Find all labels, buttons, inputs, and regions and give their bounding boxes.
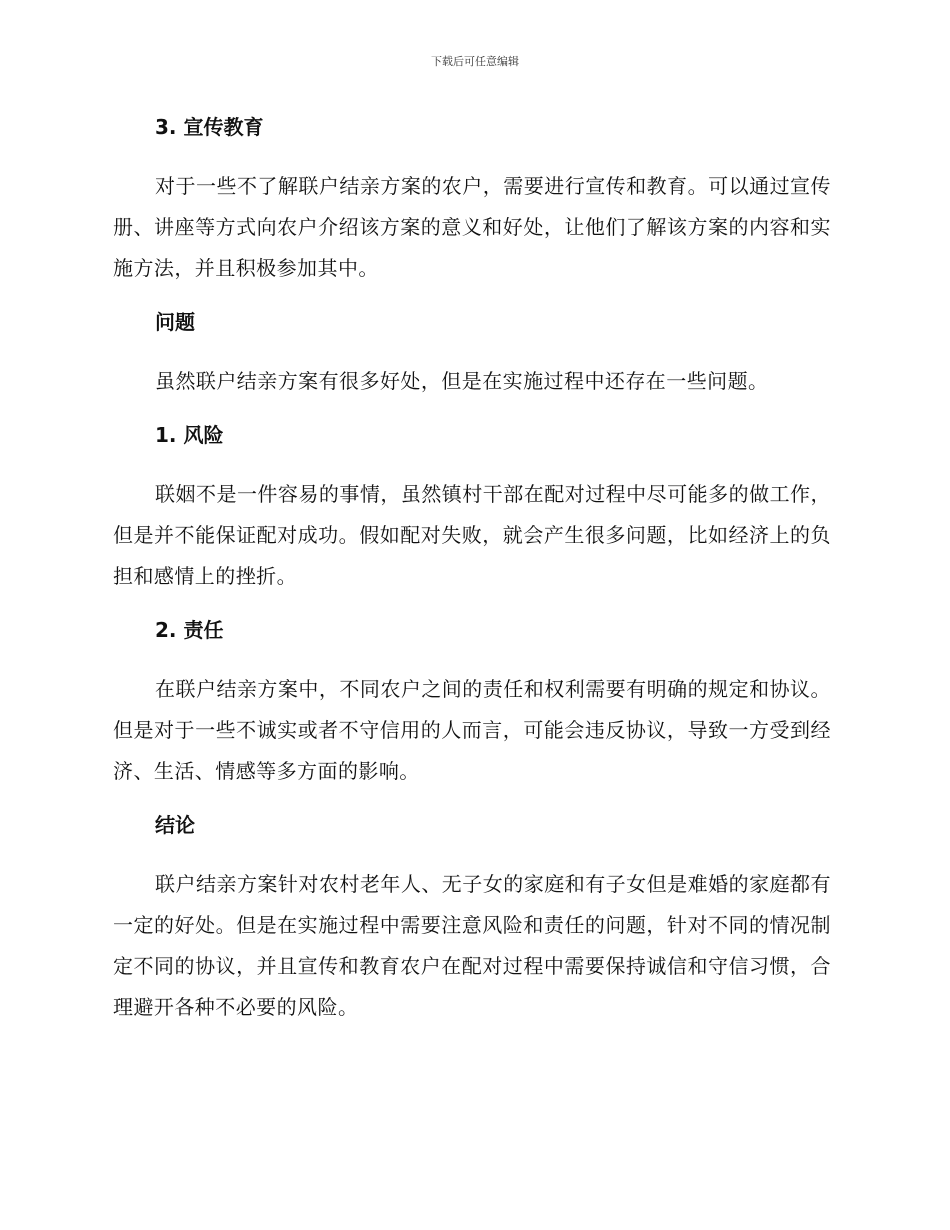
section-heading-publicity-education: 3. 宣传教育	[155, 115, 264, 139]
section-heading-conclusion: 结论	[155, 813, 195, 837]
section-paragraph: 联户结亲方案针对农村老年人、无子女的家庭和有子女但是难婚的家庭都有一定的好处。但是在实施过程中需要注意风险和责任的问题，针对不同的情况制定不同的协议，并且宣传和教育农户在配对过程中需要保持诚信和守信习惯，合理避开各种不必要的风险。	[113, 872, 831, 1019]
section-heading-responsibility: 2. 责任	[155, 618, 224, 642]
section-paragraph: 虽然联户结亲方案有很多好处，但是在实施过程中还存在一些问题。	[155, 369, 769, 393]
document-body	[113, 112, 831, 1028]
section-paragraph: 联姻不是一件容易的事情，虽然镇村干部在配对过程中尽可能多的做工作，但是并不能保证配对成功。假如配对失败，就会产生很多问题，比如经济上的负担和感情上的挫折。	[113, 482, 831, 588]
page-header: 下载后可任意编辑	[431, 55, 519, 68]
section-paragraph: 在联户结亲方案中，不同农户之间的责任和权利需要有明确的规定和协议。但是对于一些不诚实或者不守信用的人而言，可能会违反协议，导致一方受到经济、生活、情感等多方面的影响。	[113, 677, 831, 783]
section-heading-risk: 1. 风险	[155, 423, 224, 447]
section-heading-problems: 问题	[155, 310, 195, 334]
section-paragraph: 对于一些不了解联户结亲方案的农户，需要进行宣传和教育。可以通过宣传册、讲座等方式向农户介绍该方案的意义和好处，让他们了解该方案的内容和实施方法，并且积极参加其中。	[113, 174, 831, 280]
